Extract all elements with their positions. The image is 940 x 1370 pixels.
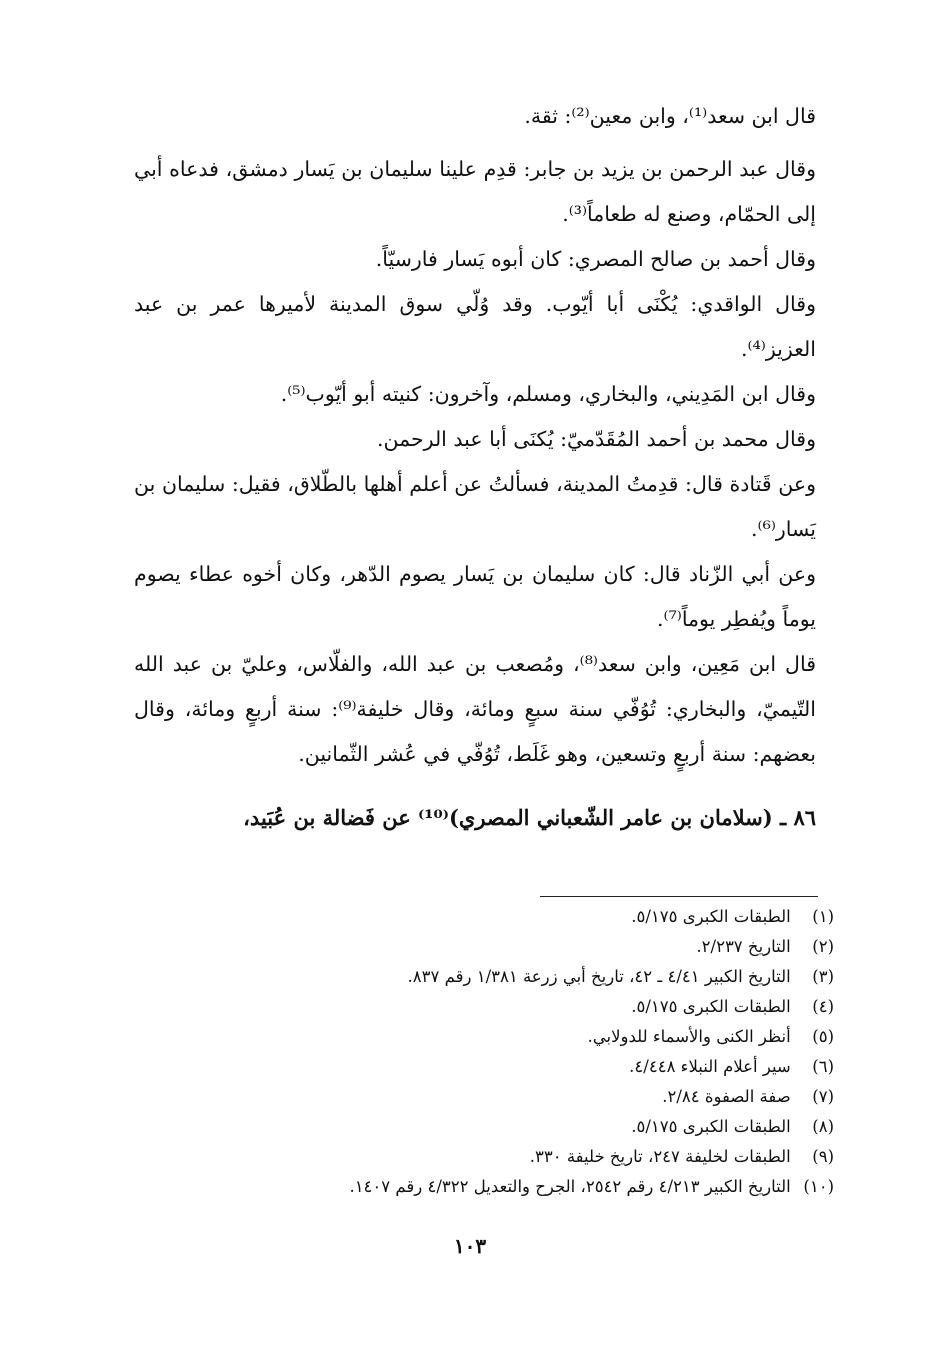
footnote xyxy=(134,962,834,992)
footnote-number: (١٠) xyxy=(803,1177,834,1196)
footnote-text: الطبقات الكبرى ٥/١٧٥. xyxy=(631,907,791,926)
footnote-text: صفة الصفوة ٢/٨٤. xyxy=(662,1087,791,1106)
footnote-number: (٧) xyxy=(812,1087,834,1106)
paragraph: وقال محمد بن أحمد المُقَدّميّ: يُكنَى أبا عبد الرحمن. xyxy=(376,427,816,451)
paragraph: قال ابن مَعِين، وابن سعد⁽⁸⁾، ومُصعب بن عبد الله، والفلّاس، وعليّ بن عبد الله التّيميّ، والبخاري: تُوُفّي سنة سبعٍ ومائة، وقال خليفة⁽⁹⁾: سنة أربعٍ ومائة، وقال بعضهم: سنة أربعٍ وتسعين، وهو غَلَط، تُوُفّي في عُشر الثّمانين. xyxy=(134,652,816,766)
footnote-text: الطبقات لخليفة ٢٤٧، تاريخ خليفة ٣٣٠. xyxy=(529,1147,791,1166)
footnote xyxy=(134,1022,834,1052)
footnote-number: (٨) xyxy=(812,1117,834,1136)
footnote-number: (٢) xyxy=(812,937,834,956)
paragraph: وعن قَتادة قال: قدِمتُ المدينة، فسألتُ عن أعلم أهلها بالطّلاق، فقيل: سليمان بن يَسار⁽⁶⁾. xyxy=(134,472,816,541)
page-number: ١٠٣ xyxy=(453,1234,487,1258)
body-text xyxy=(134,94,816,840)
footnote xyxy=(134,1142,834,1172)
footnote-separator xyxy=(540,896,818,897)
paragraph: وقال ابن المَدِيني، والبخاري، ومسلم، وآخرون: كنيته أبو أيّوب⁽⁵⁾. xyxy=(280,382,816,406)
paragraph: وقال أحمد بن صالح المصري: كان أبوه يَسار فارسيّاً. xyxy=(375,247,816,271)
footnote-text: التاريخ ٢/٢٣٧. xyxy=(696,937,791,956)
paragraph: وعن أبي الزّناد قال: كان سليمان بن يَسار يصوم الدّهر، وكان أخوه عطاء يصوم يوماً ويُفطِر يوماً⁽⁷⁾. xyxy=(134,562,816,631)
footnote xyxy=(134,992,834,1022)
entry-heading: ٨٦ ـ (سلامان بن عامر الشّعباني المصري)⁽¹⁰⁾ عن فَضالة بن عُبَيد، xyxy=(243,805,816,830)
footnote-text: التاريخ الكبير ٤/٤١ ـ ٤٢، تاريخ أبي زرعة ١/٣٨١ رقم ٨٣٧. xyxy=(407,967,791,986)
footnote xyxy=(134,1172,834,1202)
footnote-number: (٣) xyxy=(812,967,834,986)
footnote-text: التاريخ الكبير ٤/٢١٣ رقم ٢٥٤٢، الجرح والتعديل ٤/٣٢٢ رقم ١٤٠٧. xyxy=(349,1177,791,1196)
footnote-text: الطبقات الكبرى ٥/١٧٥. xyxy=(631,1117,791,1136)
footnote xyxy=(134,1052,834,1082)
paragraph: وقال عبد الرحمن بن يزيد بن جابر: قدِم علينا سليمان بن يَسار دمشق، فدعاه أبي إلى الحمّام، وصنع له طعاماً⁽³⁾. xyxy=(134,157,816,226)
footnote-text: سير أعلام النبلاء ٤/٤٤٨. xyxy=(629,1057,791,1076)
footnote-number: (٤) xyxy=(812,997,834,1016)
footnotes xyxy=(134,902,834,1202)
paragraph: قال ابن سعد⁽¹⁾، وابن معين⁽²⁾: ثقة. xyxy=(524,104,816,128)
footnote-number: (٦) xyxy=(812,1057,834,1076)
footnote-text: أنظر الكنى والأسماء للدولابي. xyxy=(587,1027,791,1046)
footnote-number: (٥) xyxy=(812,1027,834,1046)
paragraph: وقال الواقدي: يُكْنَى أبا أيّوب. وقد وُلّي سوق المدينة لأميرها عمر بن عبد العزيز⁽⁴⁾. xyxy=(134,292,816,361)
footnote-number: (٩) xyxy=(812,1147,834,1166)
footnote-number: (١) xyxy=(812,907,834,926)
footnote xyxy=(134,1112,834,1142)
footnote xyxy=(134,932,834,962)
footnote xyxy=(134,1082,834,1112)
footnote-text: الطبقات الكبرى ٥/١٧٥. xyxy=(631,997,791,1016)
footnote xyxy=(134,902,834,932)
